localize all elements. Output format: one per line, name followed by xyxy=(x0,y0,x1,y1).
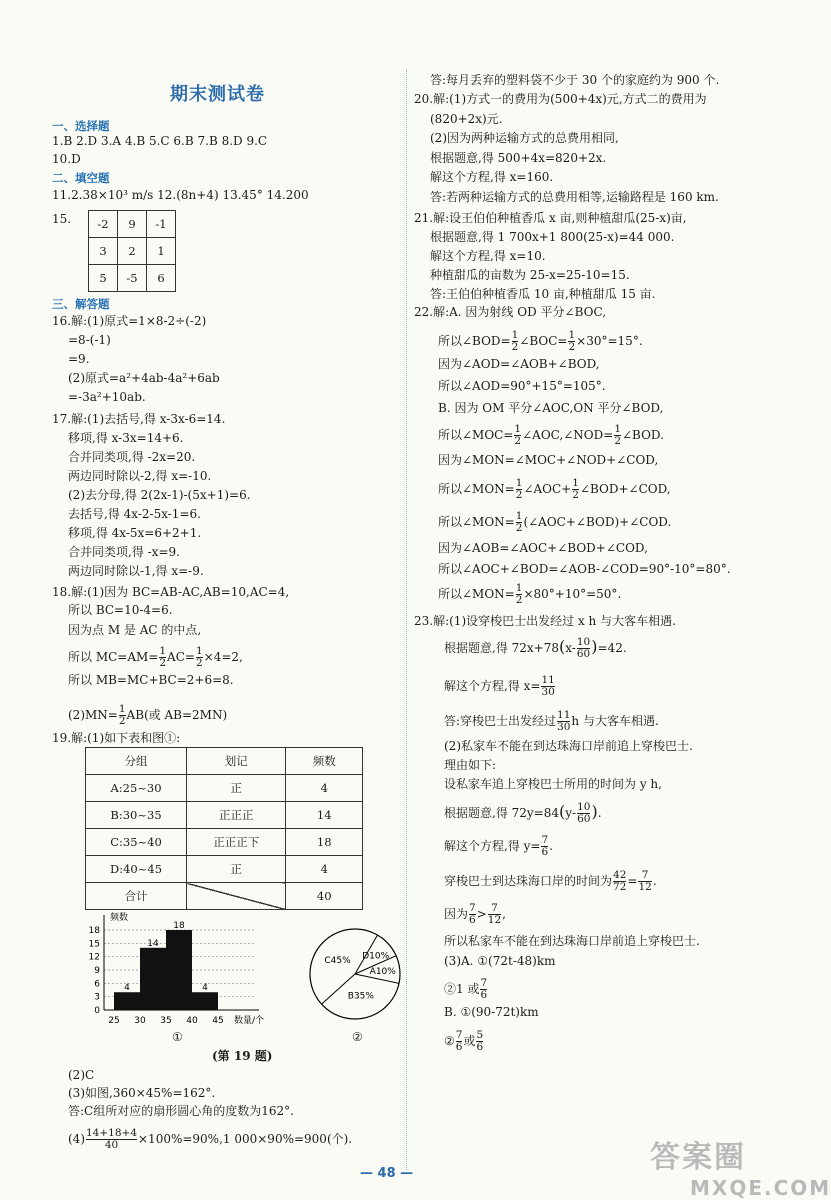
magic-cell: -5 xyxy=(118,265,147,292)
q22-line1: 22.解:A. 因为射线 OD 平分∠BOC, xyxy=(414,305,607,319)
q16-line-2: =8-(-1) xyxy=(68,333,111,347)
x-axis-label: 数量/个 xyxy=(234,1016,265,1026)
q18-line3: 因为点 M 是 AC 的中点, xyxy=(68,623,202,637)
q17-line-5: (2)去分母,得 2(2x-1)-(5x+1)=6. xyxy=(68,488,251,502)
y-axis-label: 频数 xyxy=(110,913,129,923)
q22-line5: B. 因为 OM 平分∠AOC,ON 平分∠BOD, xyxy=(438,401,664,415)
y-tick-label: 3 xyxy=(94,992,100,1003)
q23-line7: 设私家车追上穿梭巴士所用的时间为 y h, xyxy=(444,777,662,791)
pie-slice-label: B35% xyxy=(347,991,374,1002)
magic-cell: -1 xyxy=(147,211,176,238)
q19-a3b: 答:C组所对应的扇形圆心角的度数为162°. xyxy=(68,1104,294,1118)
q15-label: 15. xyxy=(52,212,72,226)
q20-line-3: (2)因为两种运输方式的总费用相同, xyxy=(430,131,619,145)
watermark: 答案圈 MXQE.COM xyxy=(650,1140,831,1200)
q16-line-3: =9. xyxy=(68,352,90,366)
q23-line6: 理由如下: xyxy=(444,758,497,772)
y-tick-label: 15 xyxy=(88,939,100,950)
x-tick-label: 40 xyxy=(186,1016,198,1026)
magic-cell: 9 xyxy=(118,211,147,238)
q23-line1: 23.解:(1)设穿梭巴士出发经过 x h 与大客车相遇. xyxy=(414,614,676,628)
table-cell: 4 xyxy=(286,856,363,883)
table-cell: 40 xyxy=(286,883,363,910)
bar-value-label: 18 xyxy=(173,921,185,931)
fill-answers: 11.2.38×10³ m/s 12.(8n+4) 13.45° 14.200 xyxy=(52,188,309,202)
fig1-label: ① xyxy=(172,1030,183,1044)
q16-line-1: 16.解:(1)原式=1×8-2÷(-2) xyxy=(52,314,207,328)
bar xyxy=(114,992,140,1010)
q23-line4: 答:穿梭巴士出发经过 $\frac{11}{30}$ h 与大客车相遇. xyxy=(444,709,659,733)
x-tick-label: 45 xyxy=(212,1016,224,1026)
q18-line2: 所以 BC=10-4=6. xyxy=(68,603,173,617)
table-row xyxy=(86,775,363,802)
q18-line5: 所以 MB=MC+BC=2+6=8. xyxy=(68,673,234,687)
q17-line-9: 两边同时除以-1,得 x=-9. xyxy=(68,564,204,578)
table-cell: 划记 xyxy=(187,748,286,775)
bar-value-label: 14 xyxy=(147,938,159,949)
magic-square xyxy=(88,210,176,292)
q17-line-8: 合并同类项,得 -x=9. xyxy=(68,545,180,559)
bar-value-label: 4 xyxy=(124,983,130,994)
section-choice: 一、选择题 xyxy=(52,119,110,133)
table-cell xyxy=(187,883,286,910)
q23-line2: 根据题意,得 72x+78(x- $\frac{10}{60}$ )=42. xyxy=(444,636,627,660)
q17-line-6: 去括号,得 4x-2-5x-1=6. xyxy=(68,507,201,521)
q23-line10: 穿梭巴士到达珠海口岸的时间为 $\frac{42}{72}$ = $\frac{7}{12}$ . xyxy=(444,869,657,893)
section-solve: 三、解答题 xyxy=(52,297,110,311)
table-cell: 18 xyxy=(286,829,363,856)
section-fill: 二、填空题 xyxy=(52,171,110,185)
table-row xyxy=(86,856,363,883)
q22-line8: 所以∠MON= $\frac{1}{2}$ ∠AOC+ $\frac{1}{2}$ ∠BOD+∠COD, xyxy=(438,477,671,501)
q23-line12: 所以私家车不能在到达珠海口岸前追上穿梭巴士. xyxy=(444,934,700,948)
q20-line-4: 根据题意,得 500+4x=820+2x. xyxy=(430,150,607,165)
q23-line9: 解这个方程,得 y= $\frac{7}{6}$ . xyxy=(444,834,553,858)
q18-line6: (2)MN= $\frac{1}{2}$ AB(或 AB=2MN) xyxy=(68,703,228,727)
page-number: — 48 — xyxy=(360,1166,414,1181)
table-row xyxy=(86,802,363,829)
q22-line3: 因为∠AOD=∠AOB+∠BOD, xyxy=(438,357,600,371)
q18-line1: 18.解:(1)因为 BC=AB-AC,AB=10,AC=4, xyxy=(52,585,290,599)
pie-slice-label: A10% xyxy=(369,967,396,978)
q19-caption: (第 19 题) xyxy=(212,1049,273,1063)
y-tick-label: 9 xyxy=(94,966,100,976)
bar-chart xyxy=(82,910,265,1026)
pie-slice-label: C45% xyxy=(324,955,351,966)
q22-line7: 因为∠MON=∠MOC+∠NOD+∠COD, xyxy=(438,453,659,467)
q23-line15: B. ①(90-72t)km xyxy=(444,1005,539,1019)
table-cell: 正 xyxy=(187,775,286,802)
table-row xyxy=(86,829,363,856)
q23-line11: 因为 $\frac{7}{6}$ > $\frac{7}{12}$ , xyxy=(444,902,506,926)
table-cell: C:35~40 xyxy=(86,829,187,856)
q22-line10: 因为∠AOB=∠AOC+∠BOD+∠COD, xyxy=(438,541,648,555)
q21-line-5: 答:王伯伯种植香瓜 10 亩,种植甜瓜 15 亩. xyxy=(430,287,656,301)
q20-line-6: 答:若两种运输方式的总费用相等,运输路程是 160 km. xyxy=(430,189,719,204)
table-cell: 正正正 xyxy=(187,802,286,829)
bar-value-label: 4 xyxy=(202,983,208,994)
q18-line4: 所以 MC=AM= $\frac{1}{2}$ AC= $\frac{1}{2}$ ×4=2, xyxy=(68,645,243,669)
y-tick-label: 6 xyxy=(94,979,100,990)
q22-line11: 所以∠AOC+∠BOD=∠AOB-∠COD=90°-10°=80°. xyxy=(438,562,731,576)
q20-line-5: 解这个方程,得 x=160. xyxy=(430,170,554,184)
q23-line3: 解这个方程,得 x= $\frac{11}{30}$ xyxy=(444,674,555,698)
choice-answers-2: 10.D xyxy=(52,152,81,166)
y-tick-label: 0 xyxy=(94,1006,100,1016)
q22-line6: 所以∠MOC= $\frac{1}{2}$ ∠AOC,∠NOD= $\frac{1}{2}$ ∠BOD. xyxy=(438,423,664,447)
table-cell: 分组 xyxy=(86,748,187,775)
bar xyxy=(192,992,218,1010)
table-cell: A:25~30 xyxy=(86,775,187,802)
q23-line5: (2)私家车不能在到达珠海口岸前追上穿梭巴士. xyxy=(444,739,693,753)
magic-cell: 1 xyxy=(147,238,176,265)
y-tick-label: 18 xyxy=(88,926,100,936)
x-tick-label: 25 xyxy=(108,1016,120,1026)
q17-line-3: 合并同类项,得 -2x=20. xyxy=(68,450,196,464)
fig2-label: ② xyxy=(352,1030,363,1044)
q21-line-4: 种植甜瓜的亩数为 25-x=25-10=15. xyxy=(430,268,630,282)
bar xyxy=(140,948,166,1010)
q23-line14: ②1 或 $\frac{7}{6}$ xyxy=(444,977,488,1001)
table-cell: 频数 xyxy=(286,748,363,775)
q23-line8: 根据题意,得 72y=84(y- $\frac{10}{60}$ ). xyxy=(444,801,602,825)
q20-line-2: (820+2x)元. xyxy=(430,111,503,126)
q22-line2: 所以∠BOD= $\frac{1}{2}$ ∠BOC= $\frac{1}{2}$ ×30°=15°. xyxy=(438,329,643,353)
pie-slice-label: D10% xyxy=(362,951,390,962)
page-title: 期末测试卷 xyxy=(170,84,265,105)
watermark-url: MXQE.COM xyxy=(690,1176,831,1200)
x-tick-label: 30 xyxy=(134,1016,146,1026)
table-cell: 合计 xyxy=(86,883,187,910)
q21-line-1: 21.解:设王伯伯种植香瓜 x 亩,则种植甜瓜(25-x)亩, xyxy=(414,211,687,225)
x-tick-label: 35 xyxy=(160,1016,172,1026)
q17-line-7: 移项,得 4x-5x=6+2+1. xyxy=(68,526,202,540)
table-cell: D:40~45 xyxy=(86,856,187,883)
bar xyxy=(166,930,192,1010)
q22-line4: 所以∠AOD=90°+15°=105°. xyxy=(438,379,606,393)
pie-chart xyxy=(310,924,410,1024)
q19-final-answer: 答:每月丢弃的塑料袋不少于 30 个的家庭约为 900 个. xyxy=(430,73,720,87)
magic-cell: 5 xyxy=(89,265,118,292)
magic-cell: 3 xyxy=(89,238,118,265)
q19-intro: 19.解:(1)如下表和图①: xyxy=(52,731,181,745)
q16-line-5: =-3a²+10ab. xyxy=(68,390,146,404)
table-cell: 14 xyxy=(286,802,363,829)
q23-line13: (3)A. ①(72t-48)km xyxy=(444,954,556,968)
q22-line12: 所以∠MON= $\frac{1}{2}$ ×80°+10°=50°. xyxy=(438,582,622,606)
q17-line-4: 两边同时除以-2,得 x=-10. xyxy=(68,469,212,483)
magic-cell: -2 xyxy=(89,211,118,238)
q19-a2: (2)C xyxy=(68,1068,95,1082)
table-cell: 4 xyxy=(286,775,363,802)
table-cell: 正 xyxy=(187,856,286,883)
y-tick-label: 12 xyxy=(88,952,100,963)
table-total-row xyxy=(86,883,363,910)
q19-a4: (4) $\frac{14+18+4}{40}$ ×100%=90%,1 000×90%=900(个). xyxy=(68,1127,353,1151)
q19-a3: (3)如图,360×45%=162°. xyxy=(68,1086,216,1100)
magic-cell: 2 xyxy=(118,238,147,265)
table-cell: 正正正下 xyxy=(187,829,286,856)
q17-line-2: 移项,得 x-3x=14+6. xyxy=(68,431,184,445)
magic-cell: 6 xyxy=(147,265,176,292)
q23-line16: ② $\frac{7}{6}$ 或 $\frac{5}{6}$ xyxy=(444,1029,484,1053)
table-header-row xyxy=(86,748,363,775)
q22-line9: 所以∠MON= $\frac{1}{2}$ (∠AOC+∠BOD)+∠COD. xyxy=(438,510,672,534)
q21-line-2: 根据题意,得 1 700x+1 800(25-x)=44 000. xyxy=(430,230,675,244)
q21-line-3: 解这个方程,得 x=10. xyxy=(430,249,546,263)
frequency-table xyxy=(85,747,363,910)
table-cell: B:30~35 xyxy=(86,802,187,829)
q17-line-1: 17.解:(1)去括号,得 x-3x-6=14. xyxy=(52,412,226,426)
q16-line-4: (2)原式=a²+4ab-4a²+6ab xyxy=(68,371,220,385)
q20-line-1: 20.解:(1)方式一的费用为(500+4x)元,方式二的费用为 xyxy=(414,92,707,106)
choice-answers-1: 1.B 2.D 3.A 4.B 5.C 6.B 7.B 8.D 9.C xyxy=(52,134,268,148)
